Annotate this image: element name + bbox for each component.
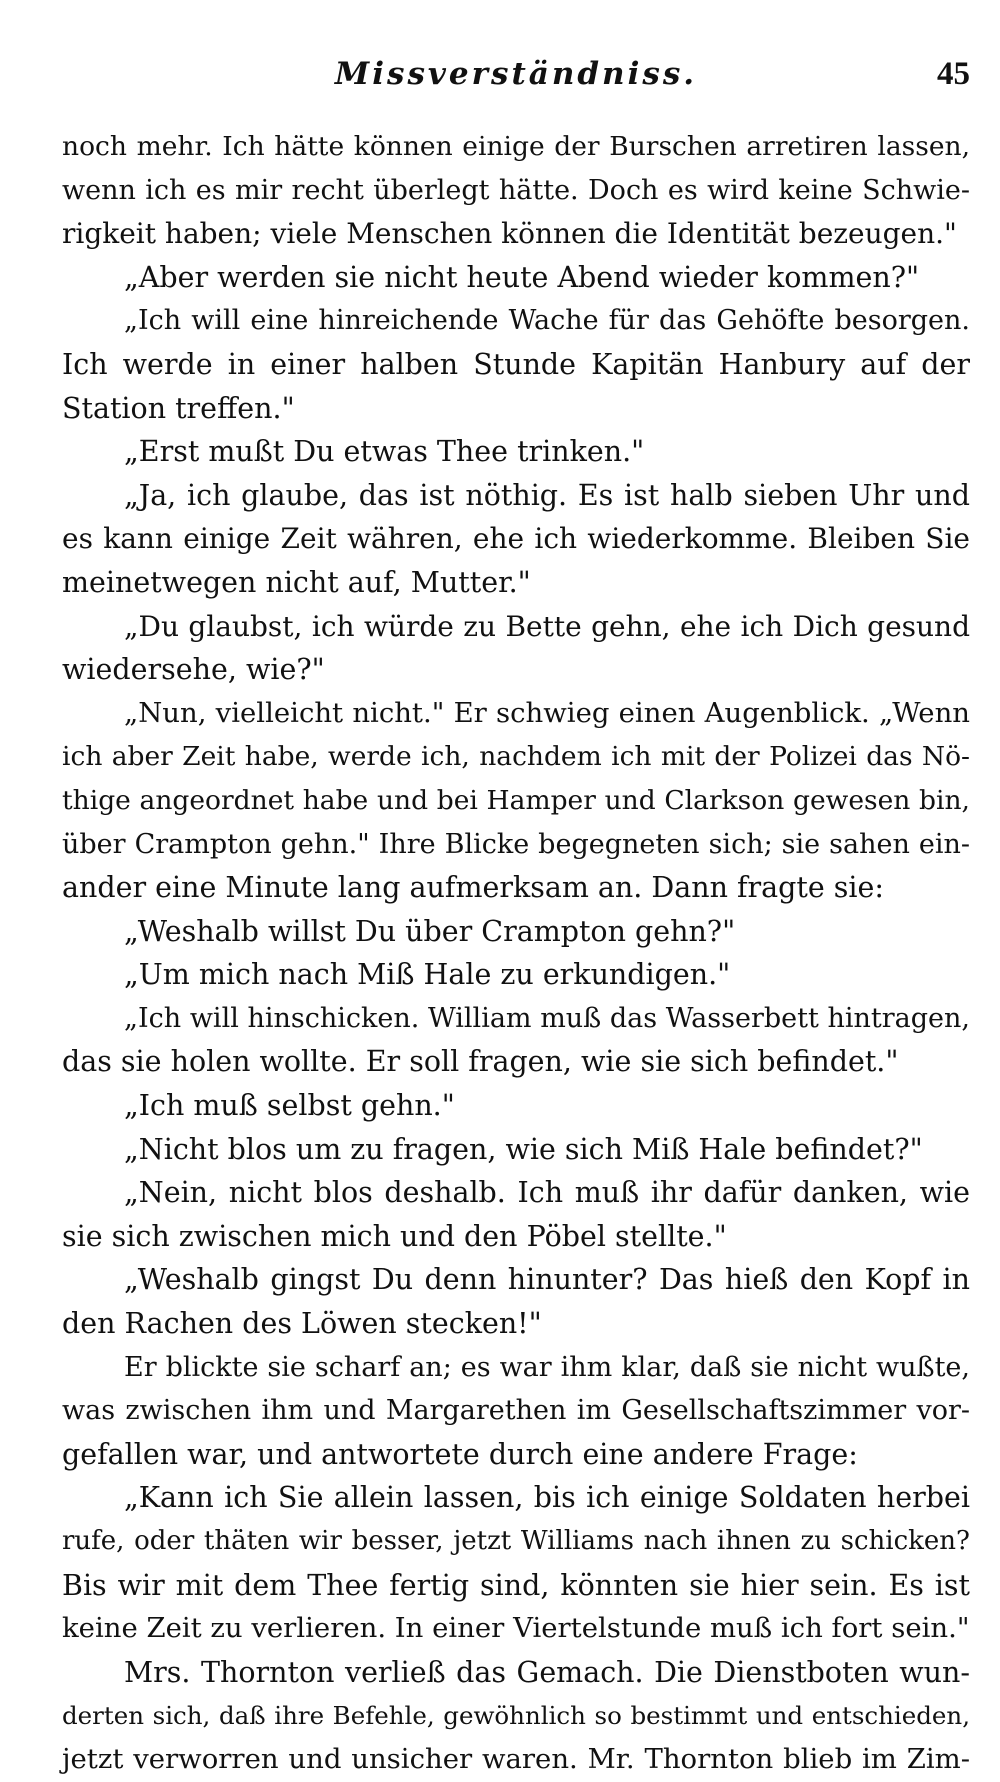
text-line: gefallen war, und antwortete durch eine andere Frage: (62, 1437, 858, 1471)
text-line: „Ich will eine hinreichende Wache für das Gehöfte besorgen. (124, 305, 970, 337)
text-line: „Nun, vielleicht nicht." Er schwieg einen Augenblick. „Wenn (124, 696, 970, 729)
text-line: wiedersehe, wie?" (62, 653, 325, 687)
text-line: rufe, oder thäten wir besser, jetzt Williams nach ihnen zu schicken? (62, 1526, 970, 1556)
text-line: „Weshalb willst Du über Crampton gehn?" (124, 914, 736, 948)
text-line: Bis wir mit dem Thee fertig sind, könnten sie hier sein. Es ist (62, 1568, 970, 1602)
text-line: thige angeordnet habe und bei Hamper und Clarkson gewesen bin, (62, 784, 970, 816)
text-line: was zwischen ihm und Margarethen im Gesellschaftszimmer vor- (62, 1395, 970, 1427)
text-line: „Ich muß selbst gehn." (124, 1089, 455, 1123)
text-line: „Erst mußt Du etwas Thee trinken." (124, 435, 645, 469)
text-line: meinetwegen nicht auf, Mutter." (62, 565, 531, 599)
text-line: Station treffen." (62, 391, 295, 425)
text-line: jetzt verworren und unsicher waren. Mr. Thornton blieb im Zim- (62, 1742, 970, 1775)
text-line: „Nein, nicht blos deshalb. Ich muß ihr dafür danken, wie (124, 1176, 970, 1210)
text-line: „Kann ich Sie allein lassen, bis ich einige Soldaten herbei (124, 1481, 970, 1515)
text-line: es kann einige Zeit währen, ehe ich wiederkomme. Bleiben Sie (62, 522, 970, 556)
text-line: rigkeit haben; viele Menschen können die Identität bezeugen." (62, 217, 957, 251)
text-line: sie sich zwischen mich und den Pöbel stellte." (62, 1219, 727, 1253)
text-line: das sie holen wollte. Er soll fragen, wie sie sich befindet." (62, 1045, 899, 1079)
text-line: den Rachen des Löwen stecken!" (62, 1307, 542, 1341)
text-line: „Weshalb gingst Du denn hinunter? Das hieß den Kopf in (124, 1263, 970, 1297)
text-line: „Ich will hinschicken. William muß das Wasserbett hintragen, (124, 1002, 970, 1034)
text-line: derten sich, daß ihre Befehle, gewöhnlich so bestimmt und entschieden, (62, 1701, 970, 1731)
running-title: Missverständniss. (334, 56, 698, 92)
text-line: ich aber Zeit habe, werde ich, nachdem ich mit der Polizei das Nö- (62, 741, 970, 773)
text-line: „Ja, ich glaube, das ist nöthig. Es ist halb sieben Uhr und (124, 478, 970, 512)
body-text (62, 125, 970, 1782)
text-line: Er blickte sie scharf an; es war ihm klar, daß sie nicht wußte, (124, 1351, 970, 1383)
running-head (62, 56, 970, 100)
text-line: „Um mich nach Miß Hale zu erkundigen." (124, 958, 731, 992)
text-line: ander eine Minute lang aufmerksam an. Dann fragte sie: (62, 871, 885, 905)
text-line: Ich werde in einer halben Stunde Kapitän Hanbury auf der (62, 347, 970, 381)
text-line: über Crampton gehn." Ihre Blicke begegneten sich; sie sahen ein- (62, 828, 970, 860)
text-line: „Du glaubst, ich würde zu Bette gehn, ehe ich Dich gesund (124, 609, 970, 643)
text-line: noch mehr. Ich hätte können einige der Burschen arretiren lassen, (62, 131, 970, 162)
page-number: 45 (937, 56, 970, 92)
text-line: Mrs. Thornton verließ das Gemach. Die Dienstboten wun- (124, 1655, 970, 1689)
text-line: wenn ich es mir recht überlegt hätte. Doch es wird keine Schwie- (62, 174, 970, 206)
text-line: „Aber werden sie nicht heute Abend wieder kommen?" (124, 260, 920, 294)
text-line: „Nicht blos um zu fragen, wie sich Miß Hale befindet?" (124, 1132, 923, 1166)
text-line: keine Zeit zu verlieren. In einer Viertelstunde muß ich fort sein." (62, 1612, 970, 1645)
